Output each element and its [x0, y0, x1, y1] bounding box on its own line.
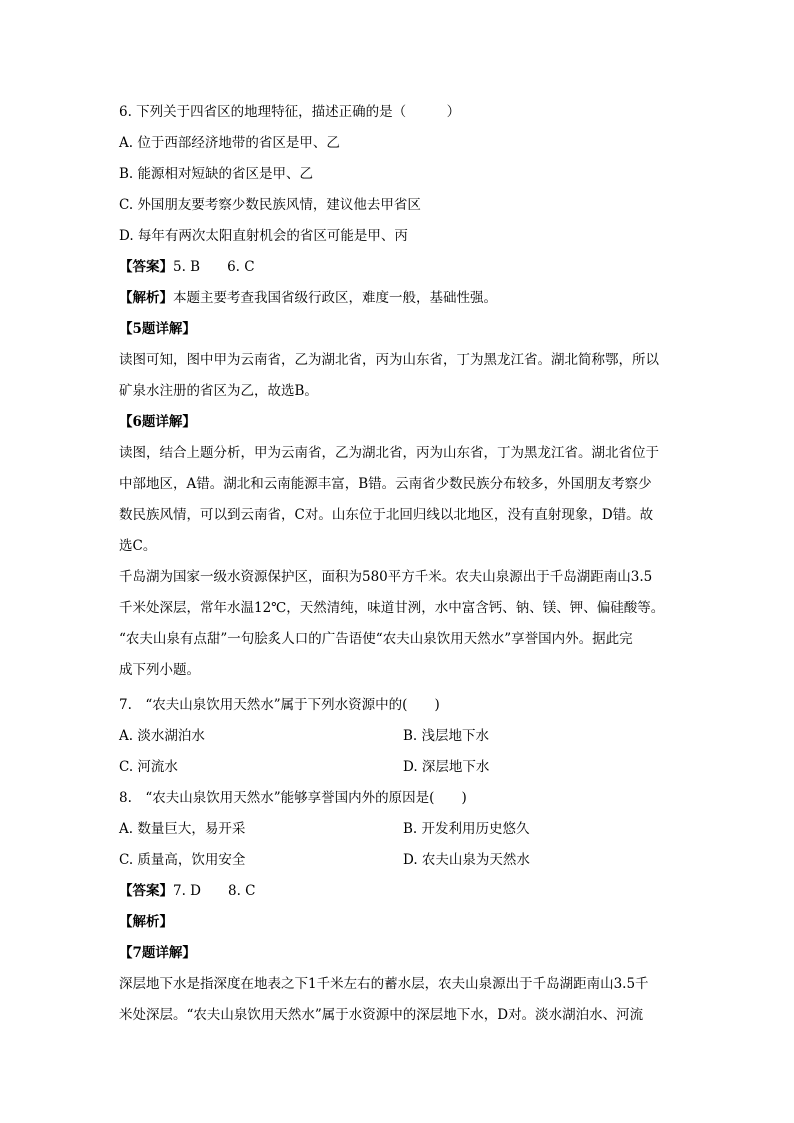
question-6-option-d: D. 每年有两次太阳直射机会的省区可能是甲、丙 — [119, 228, 408, 244]
answer-line-1 — [119, 258, 255, 276]
detail-6-line: 读图，结合上题分析，甲为云南省，乙为湖北省，丙为山东省，丁为黑龙江省。湖北省位于 — [119, 445, 659, 461]
question-6-option-b: B. 能源相对短缺的省区是甲、乙 — [119, 166, 314, 182]
detail-6-line: 数民族风情，可以到云南省，C对。山东位于北回归线以北地区，没有直射现象，D错。故 — [119, 507, 654, 523]
answer-label: 【答案】 — [119, 259, 173, 275]
passage-line: 千米处深层，常年水温12℃，天然清纯，味道甘洌，水中富含钙、钠、镁、钾、偏硅酸等。 — [119, 600, 665, 616]
question-6-stem: 6. 下列关于四省区的地理特征，描述正确的是（ ） — [119, 104, 461, 120]
question-8-option-a: A. 数量巨大，易开采 — [119, 821, 246, 837]
passage-line: 成下列小题。 — [119, 662, 200, 678]
analysis-line-1 — [119, 289, 497, 307]
analysis-label: 【解析】 — [119, 290, 173, 306]
question-8-option-b: B. 开发利用历史悠久 — [403, 821, 530, 837]
detail-7-line: 米处深层。“农夫山泉饮用天然水”属于水资源中的深层地下水，D对。淡水湖泊水、河流 — [119, 1007, 644, 1023]
question-7-option-b: B. 浅层地下水 — [403, 728, 490, 744]
question-8-option-c: C. 质量高，饮用安全 — [119, 852, 246, 868]
detail-6-heading: 【6题详解】 — [119, 414, 196, 430]
detail-7-heading: 【7题详解】 — [119, 945, 196, 961]
detail-5-line: 矿泉水注册的省区为乙，故选B。 — [119, 383, 318, 399]
question-7-option-a: A. 淡水湖泊水 — [119, 728, 205, 744]
detail-5-heading: 【5题详解】 — [119, 321, 196, 337]
detail-6-line: 中部地区，A错。湖北和云南能源丰富，B错。云南省少数民族分布较多，外国朋友考察少 — [119, 476, 652, 492]
question-6-option-c: C. 外国朋友要考察少数民族风情，建议他去甲省区 — [119, 197, 421, 213]
answer-text: 7. D 8. C — [173, 883, 256, 899]
question-7-option-d: D. 深层地下水 — [403, 759, 490, 775]
passage-line: “农夫山泉有点甜”一句脍炙人口的广告语使“农夫山泉饮用天然水”享誉国内外。据此完 — [119, 631, 633, 647]
detail-6-line: 选C。 — [119, 538, 157, 554]
detail-7-line: 深层地下水是指深度在地表之下1千米左右的蓄水层，农夫山泉源出于千岛湖距南山3.5千 — [119, 976, 649, 992]
answer-label: 【答案】 — [119, 883, 173, 899]
question-8-option-d: D. 农夫山泉为天然水 — [403, 852, 530, 868]
answer-line-2 — [119, 882, 256, 900]
passage-line: 千岛湖为国家一级水资源保护区，面积为580平方千米。农夫山泉源出于千岛湖距南山3.5 — [119, 569, 653, 585]
question-7-option-c: C. 河流水 — [119, 759, 178, 775]
answer-text: 5. B 6. C — [173, 259, 255, 275]
question-6-option-a: A. 位于西部经济地带的省区是甲、乙 — [119, 135, 340, 151]
detail-5-line: 读图可知，图中甲为云南省，乙为湖北省，丙为山东省，丁为黑龙江省。湖北简称鄂，所以 — [119, 352, 659, 368]
analysis-label: 【解析】 — [119, 914, 173, 930]
analysis-text: 本题主要考查我国省级行政区，难度一般，基础性强。 — [173, 290, 497, 306]
question-7-stem: 7. “农夫山泉饮用天然水”属于下列水资源中的( ) — [119, 697, 440, 713]
question-8-stem: 8. “农夫山泉饮用天然水”能够享誉国内外的原因是( ) — [119, 790, 467, 806]
